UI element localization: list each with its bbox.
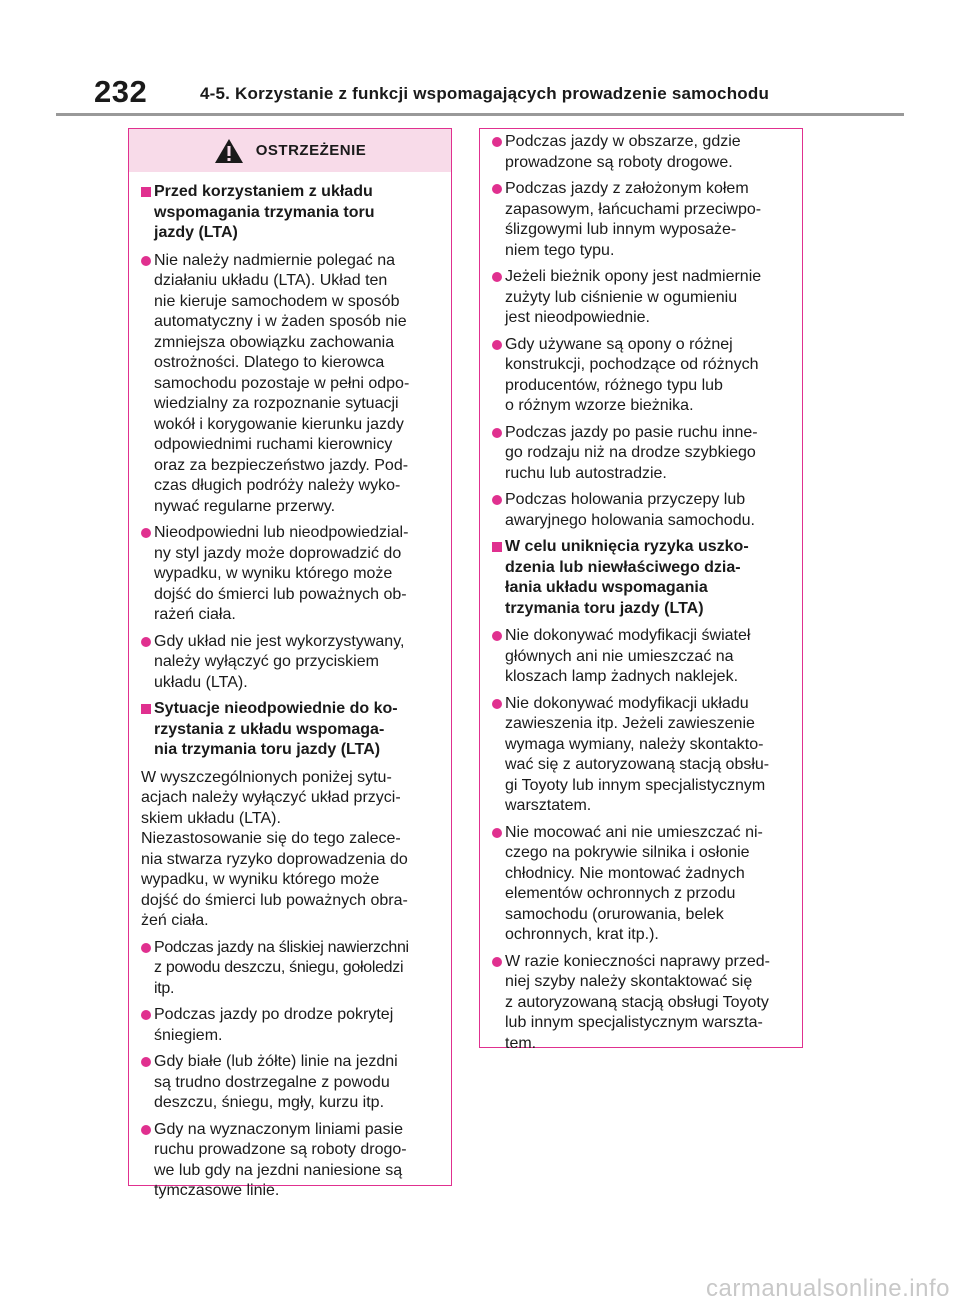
list-item-text: Nie dokonywać modyfikacji świateł głównych ani nie umieszczać na kloszach lamp żadnych naklejek. [505,627,751,685]
list-item-text: Nieodpowiedni lub nieodpowiedzial- ny styl jazdy może doprowadzić do wypadku, w wyniku którego może dojść do śmierci lub poważnych ob- rażeń ciała. [154,524,409,623]
list-item-text: Podczas jazdy na śliskiej nawierzchni z powodu deszczu, śniegu, gołoledzi itp. [154,938,409,997]
circle-bullet-icon [492,428,502,438]
header-divider [56,113,904,116]
warning-box-right [479,128,803,1052]
list-item-text: Gdy białe (lub żółte) linie na jezdni są trudno dostrzegalne z powodu deszczu, śniegu, mgły, kurzu itp. [154,1053,398,1111]
square-bullet-icon [141,187,151,197]
list-item-text: Gdy używane są opony o różnej konstrukcji, pochodzące od różnych producentów, różnego typu lub o różnym wzorze bieżnika. [505,335,759,414]
list-item [141,1005,443,1046]
list-item [141,251,443,518]
list-item [492,490,794,531]
page-header-title: 4-5. Korzystanie z funkcji wspomagających prowadzenie samochodu [200,84,770,103]
circle-bullet-icon [492,340,502,350]
circle-bullet-icon [492,137,502,147]
list-item-text: Nie mocować ani nie umieszczać ni- czego na pokrywie silnika i osłonie chłodnicy. Nie montować żadnych elementów ochronnych z przodu samochodu (orurowania, belek ochronnych, krat itp.). [505,823,763,943]
circle-bullet-icon [141,256,151,266]
list-item-text: W razie konieczności naprawy przed- niej szyby należy skontaktować się z autoryzowaną stacją obsługi Toyoty lub innym specjalistycznym warszta- tem. [505,952,770,1052]
warning-content-left [129,172,451,1202]
list-item-text: Podczas jazdy w obszarze, gdzie prowadzone są roboty drogowe. [505,133,741,171]
section-heading-unsuitable-situations [141,699,443,761]
list-item [141,1052,443,1114]
circle-bullet-icon [141,528,151,538]
list-item [141,632,443,694]
list-item [141,523,443,626]
list-item-text: Gdy na wyznaczonym liniami pasie ruchu prowadzone są roboty drogo- we lub gdy na jezdni naniesione są tymczasowe linie. [154,1120,407,1199]
warning-title: OSTRZEŻENIE [255,142,367,159]
circle-bullet-icon [141,1010,151,1020]
list-item [492,132,794,173]
warning-triangle-icon [214,138,244,164]
circle-bullet-icon [492,272,502,282]
list-item-text: Podczas jazdy po pasie ruchu inne- go rodzaju niż na drodze szybkiego ruchu lub autostradzie. [505,423,758,482]
circle-bullet-icon [492,699,502,709]
list-item [492,267,794,329]
circle-bullet-icon [141,1057,151,1067]
heading-text: Przed korzystaniem z układu wspomagania trzymania toru jazdy (LTA) [154,183,375,241]
heading-text: W celu uniknięcia ryzyka uszko- dzenia lub niewłaściwego dzia- łania układu wspomagania trzymania toru jazdy (LTA) [505,538,749,617]
circle-bullet-icon [141,637,151,647]
list-item-text: Podczas jazdy z założonym kołem zapasowym, łańcuchami przeciwpo- ślizgowymi lub innym wyposaże- niem tego typu. [505,180,762,259]
list-item-text: Gdy układ nie jest wykorzystywany, należy wyłączyć go przyciskiem układu (LTA). [154,632,405,691]
list-item-text: Nie należy nadmiernie polegać na działaniu układu (LTA). Układ ten nie kieruje samochodem w sposób automatyczny i w żaden sposób nie zmniejsza obowiązku zachowania ostrożności. Dlatego to kierowca samochodu pozostaje w pełni odpo- wiedzialny za rozpoznanie sytuacji wokół i korygowanie kierunku jazdy odpowiednimi ruchami kierownicy oraz za bezpieczeństwo jazdy. Pod- czas długich podróży należy wyko- nywać regularne przerwy. [154,251,410,515]
circle-bullet-icon [492,957,502,967]
circle-bullet-icon [141,1125,151,1135]
circle-bullet-icon [492,631,502,641]
list-item-text: Nie dokonywać modyfikacji układu zawieszenia itp. Jeżeli zawieszenie wymaga wymiany, należy skontakto- wać się z autoryzowaną stacją obsłu- gi Toyoty lub innym specjalistycznym warsztatem. [505,694,770,814]
list-item [492,823,794,946]
list-item [492,694,794,817]
section-heading-avoid-damage [492,537,794,619]
list-item-text: Podczas holowania przyczepy lub awaryjnego holowania samochodu. [505,491,755,529]
page-number: 232 [94,74,148,109]
paragraph: W wyszczególnionych poniżej sytu- acjach należy wyłączyć układ przyci- skiem układu (LTA). Niezastosowanie się do tego zalece- nia stwarza ryzyko doprowadzenia do wypadku, w wyniku którego może dojść do śmierci lub poważnych obra- żeń ciała. [141,768,408,929]
list-item-text: Podczas jazdy po drodze pokrytej śniegiem. [154,1006,394,1044]
list-item [141,938,443,1000]
list-item [492,423,794,485]
list-item [492,335,794,417]
circle-bullet-icon [492,828,502,838]
list-item [492,179,794,261]
list-item [141,1120,443,1202]
list-item [492,626,794,688]
circle-bullet-icon [492,184,502,194]
circle-bullet-icon [492,495,502,505]
warning-header [129,129,451,172]
circle-bullet-icon [141,943,151,953]
heading-text: Sytuacje nieodpowiednie do ko- rzystania z układu wspomaga- nia trzymania toru jazdy (LTA) [154,700,398,758]
section-heading-before-use [141,182,443,244]
square-bullet-icon [141,704,151,714]
warning-box-left [128,128,452,1199]
warning-content-right [480,129,802,1054]
square-bullet-icon [492,542,502,552]
list-item [492,952,794,1055]
list-item-text: Jeżeli bieżnik opony jest nadmiernie zużyty lub ciśnienie w ogumieniu jest nieodpowiednie. [505,268,762,326]
watermark: carmanualsonline.info [706,1275,950,1302]
